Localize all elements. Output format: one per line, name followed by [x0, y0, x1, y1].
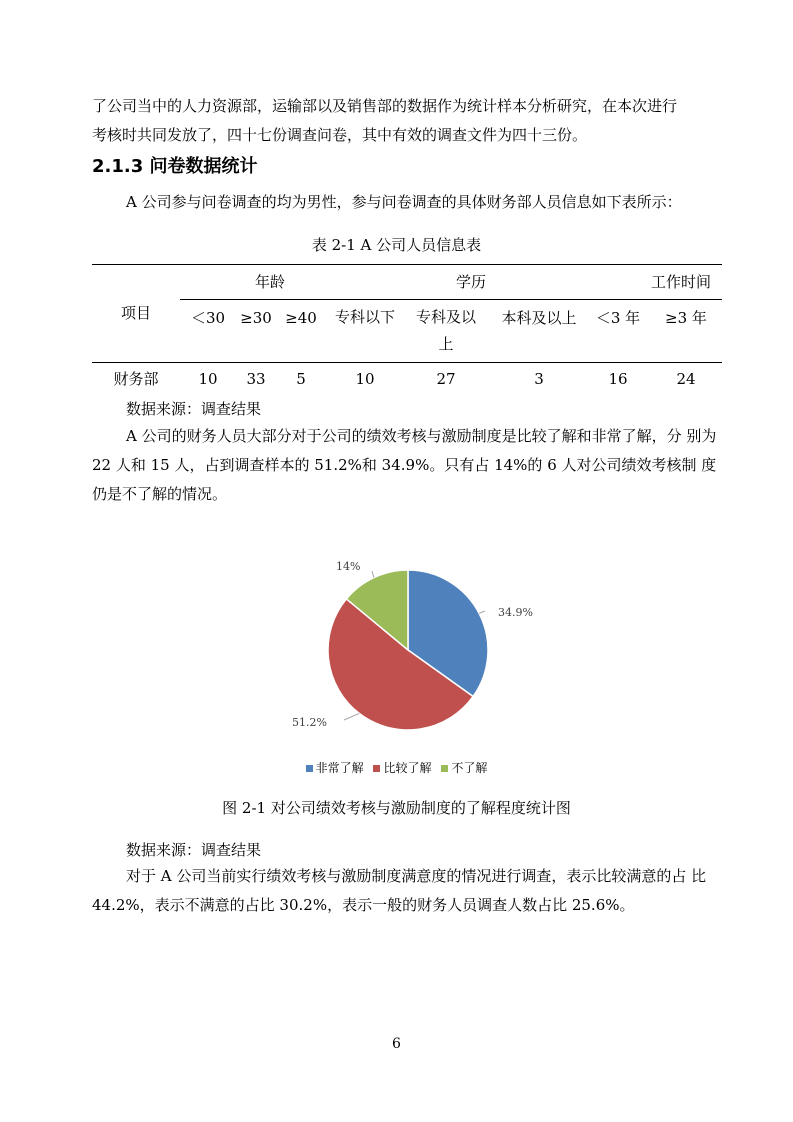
table-cell: 3: [534, 370, 544, 388]
table-top-rule: [92, 264, 722, 265]
table-body-rule: [92, 362, 722, 363]
paragraph-line: 比 44.2%，表示不满意的占比 30.2%，表示一般的财务人员调查人数占比 25.6%。: [92, 867, 707, 914]
table-sub-header: 本科及以上: [501, 309, 577, 327]
paragraph-line: 考核时共同发放了，四十七份调查问卷，其中有效的调查文件为四十三份。: [92, 126, 588, 144]
body-paragraph-continuation: [92, 92, 720, 150]
table-cell: 33: [246, 370, 266, 388]
table-sub-header: 专科及以上: [415, 308, 476, 353]
paragraph-line: 度仍是不了解的情况。: [92, 456, 717, 503]
legend-item: [441, 759, 487, 776]
table-sub-header: 专科以下: [334, 308, 395, 326]
table-cell: 27: [436, 370, 456, 388]
table-group-header: 年龄: [254, 273, 285, 291]
paragraph-line: 了公司当中的人力资源部，运输部以及销售部的数据作为统计样本分析研究，在本次进行: [92, 97, 678, 115]
legend-swatch: [306, 765, 313, 772]
section-heading: 2.1.3 问卷数据统计: [92, 156, 258, 177]
body-paragraph: [92, 862, 720, 920]
table-sub-header: ＜30: [190, 309, 226, 327]
table-cell: 5: [296, 370, 306, 388]
pie-chart: [280, 548, 540, 748]
legend-label: 比较了解: [383, 761, 432, 775]
data-label-leader: [344, 713, 359, 720]
table-item-header: 项目: [120, 304, 151, 322]
body-paragraph: [92, 422, 720, 509]
table-cell: 16: [608, 370, 628, 388]
intro-paragraph: A 公司参与问卷调查的均为男性，参与问卷调查的具体财务部人员信息如下表所示：: [126, 193, 682, 211]
table-sub-header: ≥30: [240, 309, 272, 327]
source-note: 数据来源：调查结果: [126, 841, 262, 859]
table-row-label: 财务部: [113, 370, 159, 388]
pie-data-label: 34.9%: [498, 606, 533, 619]
table-cell: 10: [355, 370, 375, 388]
table-sub-header: ≥3 年: [665, 309, 707, 327]
chart-legend: [0, 759, 793, 776]
data-label-leader: [479, 611, 485, 613]
legend-swatch: [441, 765, 448, 772]
table-cell: 10: [198, 370, 218, 388]
legend-label: 非常了解: [315, 761, 364, 775]
table-caption: 表 2-1 A 公司人员信息表: [311, 236, 482, 254]
table-cell: 24: [676, 370, 696, 388]
table-header-rule: [180, 299, 722, 300]
data-label-leader: [372, 571, 374, 578]
pie-data-label: 14%: [336, 560, 361, 573]
legend-swatch: [373, 765, 380, 772]
source-note: 数据来源：调查结果: [126, 400, 262, 418]
page-number: 6: [392, 1036, 401, 1052]
paragraph-line: A 公司的财务人员大部分对于公司的绩效考核与激励制度是比较了解和非常了解，分: [126, 427, 682, 445]
legend-item: [373, 759, 431, 776]
table-sub-header: ＜3 年: [595, 309, 641, 327]
pie-data-label: 51.2%: [292, 716, 327, 729]
paragraph-line: 别为 22 人和 15 人，占到调查样本的 51.2%和 34.9%。只有占 14%的 6 人对公司绩效考核制: [92, 427, 717, 474]
table-sub-header: ≥40: [285, 309, 317, 327]
paragraph-line: 对于 A 公司当前实行绩效考核与激励制度满意度的情况进行调查，表示比较满意的占: [126, 867, 687, 885]
table-group-header: 学历: [455, 273, 486, 291]
figure-caption: 图 2-1 对公司绩效考核与激励制度的了解程度统计图: [222, 799, 571, 817]
pie-chart-svg: [280, 548, 540, 748]
legend-label: 不了解: [451, 761, 488, 775]
table-group-header: 工作时间: [650, 273, 711, 291]
legend-item: [306, 759, 364, 776]
